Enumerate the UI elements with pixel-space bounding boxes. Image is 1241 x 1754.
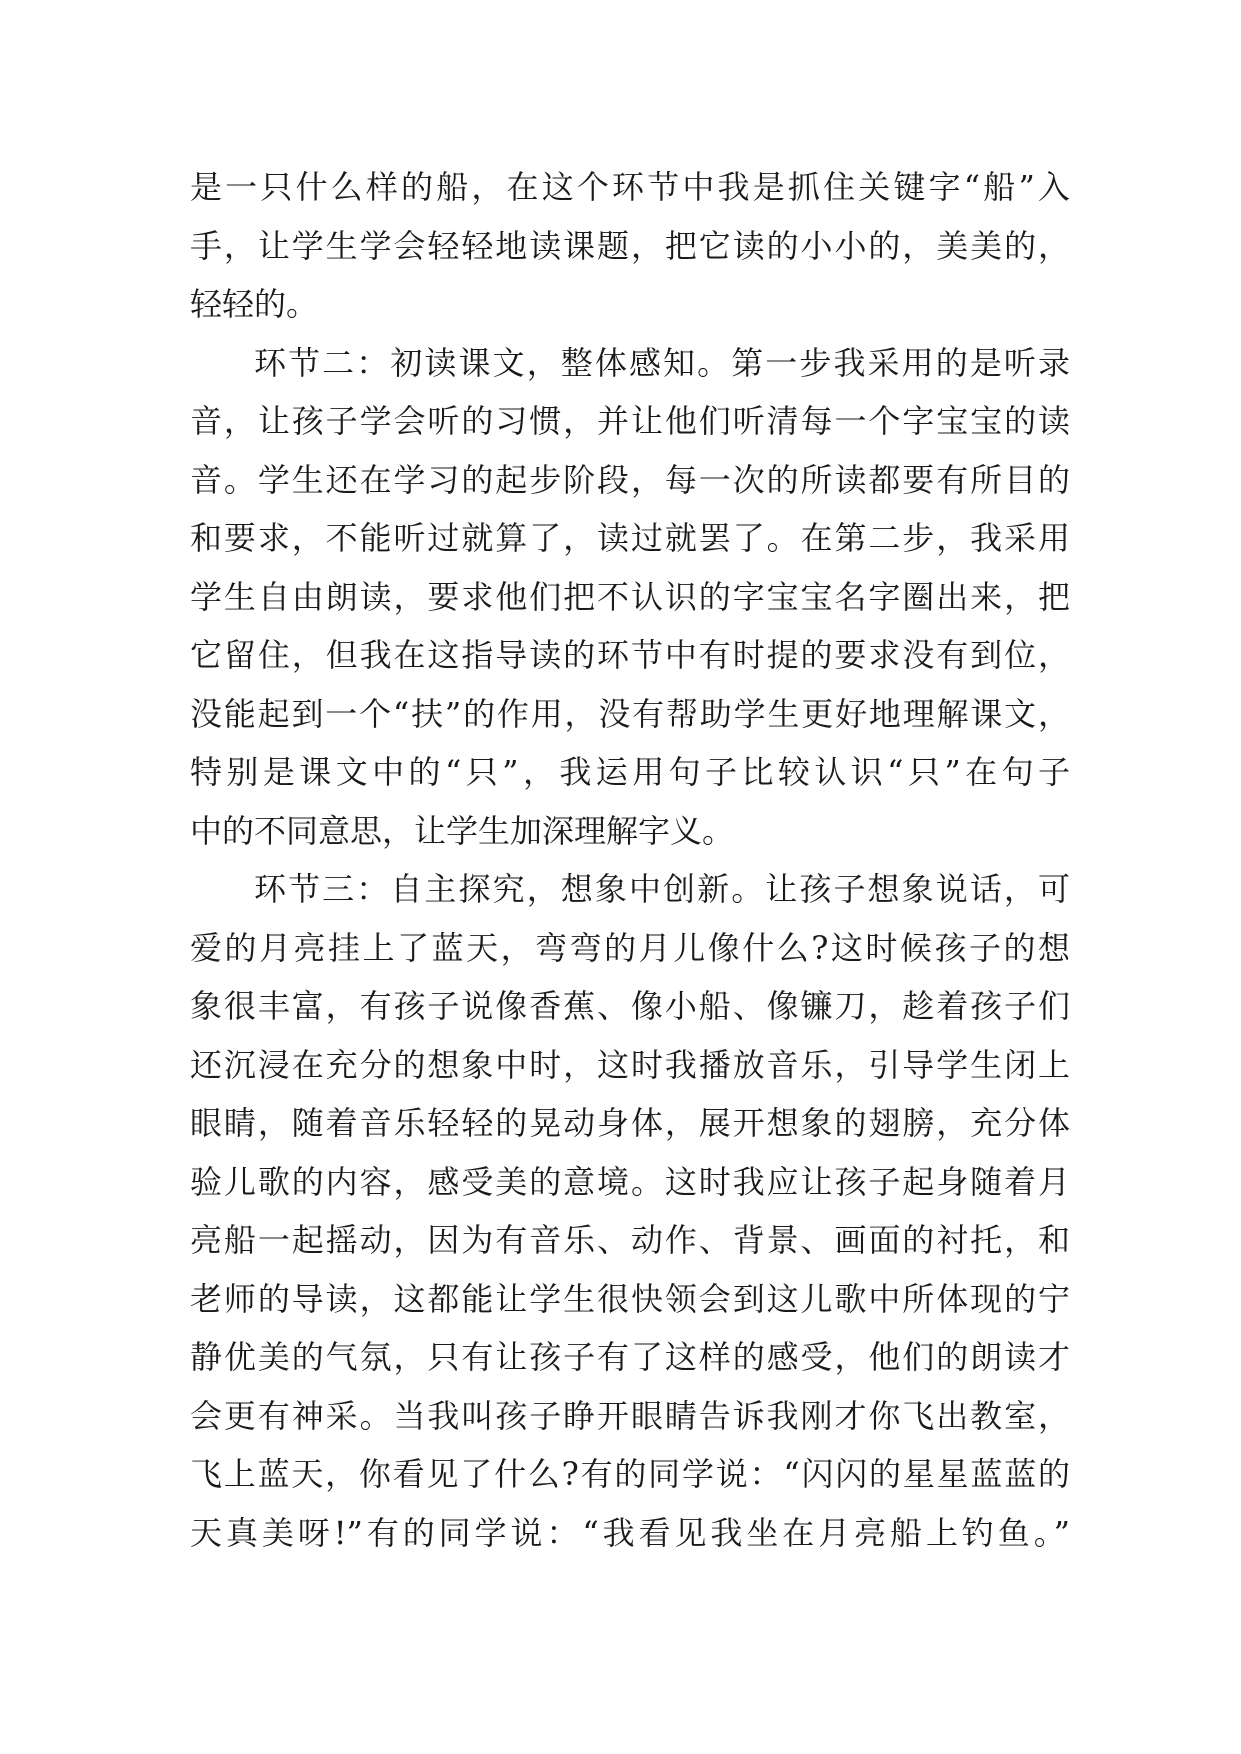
text-line: 是一只什么样的船，在这个环节中我是抓住关键字“船”入 bbox=[190, 168, 1070, 206]
document-body bbox=[190, 158, 1070, 1562]
text-line: 老师的导读，这都能让学生很快领会到这儿歌中所体现的宁 bbox=[190, 1279, 1070, 1318]
text-line: 音。学生还在学习的起步阶段，每一次的所读都要有所目的 bbox=[190, 460, 1070, 499]
text-line: 静优美的气氛，只有让孩子有了这样的感受，他们的朗读才 bbox=[190, 1338, 1070, 1376]
text-line: 环节三：自主探究，想象中创新。让孩子想象说话，可 bbox=[254, 870, 1070, 908]
text-line: 亮船一起摇动，因为有音乐、动作、背景、画面的衬托，和 bbox=[190, 1221, 1070, 1259]
text-line: 验儿歌的内容，感受美的意境。这时我应让孩子起身随着月 bbox=[190, 1162, 1070, 1201]
text-line: 还沉浸在充分的想象中时，这时我播放音乐，引导学生闭上 bbox=[190, 1045, 1070, 1084]
text-line: 飞上蓝天，你看见了什么?有的同学说：“闪闪的星星蓝蓝的 bbox=[190, 1455, 1070, 1493]
text-line: 象很丰富，有孩子说像香蕉、像小船、像镰刀，趁着孩子们 bbox=[190, 987, 1070, 1025]
text-line: 它留住，但我在这指导读的环节中有时提的要求没有到位， bbox=[190, 636, 1070, 674]
text-line: 眼睛，随着音乐轻轻的晃动身体，展开想象的翅膀，充分体 bbox=[190, 1104, 1070, 1142]
text-line: 环节二：初读课文，整体感知。第一步我采用的是听录 bbox=[254, 343, 1070, 382]
paragraph-step-two bbox=[190, 334, 1070, 861]
text-line: 中的不同意思，让学生加深理解字义。 bbox=[190, 811, 735, 850]
text-line: 特别是课文中的“只”，我运用句子比较认识“只”在句子 bbox=[190, 753, 1070, 791]
text-line: 没能起到一个“扶”的作用，没有帮助学生更好地理解课文， bbox=[190, 694, 1070, 733]
text-line: 会更有神采。当我叫孩子睁开眼睛告诉我刚才你飞出教室， bbox=[190, 1396, 1070, 1435]
text-line: 手，让学生学会轻轻地读课题，把它读的小小的，美美的， bbox=[190, 226, 1070, 265]
text-line: 音，让孩子学会听的习惯，并让他们听清每一个字宝宝的读 bbox=[190, 402, 1070, 440]
text-line: 天真美呀!”有的同学说：“我看见我坐在月亮船上钓鱼。” bbox=[190, 1513, 1070, 1552]
text-line: 学生自由朗读，要求他们把不认识的字宝宝名字圈出来，把 bbox=[190, 577, 1070, 616]
text-line: 轻轻的。 bbox=[190, 285, 319, 323]
paragraph-step-three bbox=[190, 860, 1070, 1562]
text-line: 爱的月亮挂上了蓝天，弯弯的月儿像什么?这时候孩子的想 bbox=[190, 928, 1070, 967]
text-line: 和要求，不能听过就算了，读过就罢了。在第二步，我采用 bbox=[190, 519, 1070, 557]
paragraph-continuation bbox=[190, 158, 1070, 334]
